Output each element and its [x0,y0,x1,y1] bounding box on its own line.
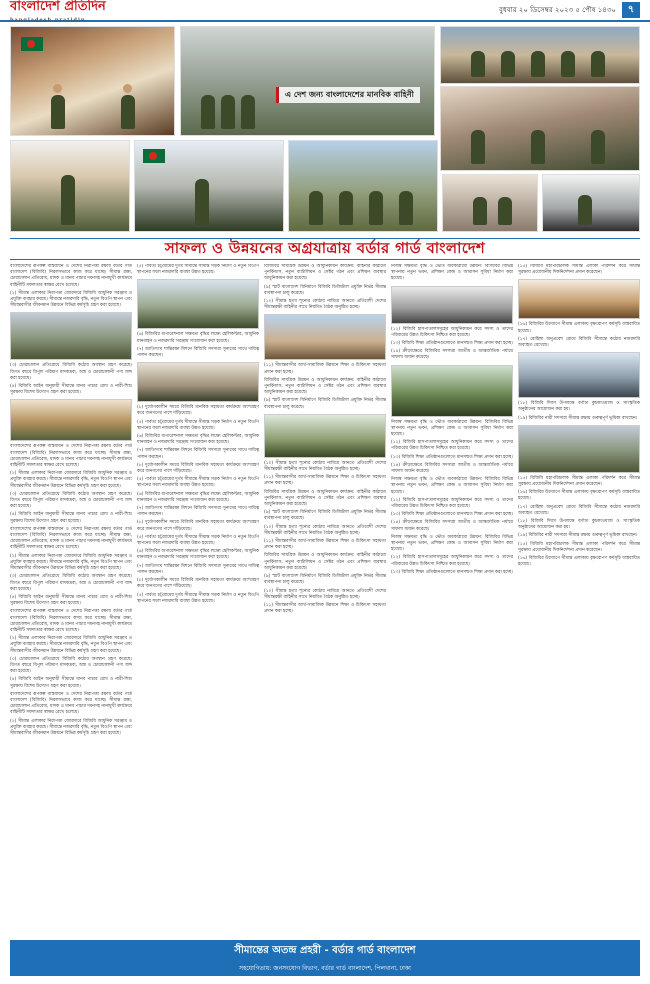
column-paragraph: (৭) জাতিসংঘ শান্তিরক্ষা মিশনে বিজিবি সদস্যরা সুনামের সাথে দায়িত্ব পালন করছেন। [137,448,259,460]
column-paragraph: (১৩) বিজিবি শিক্ষা প্রতিষ্ঠানগুলোতে মানসম্মত শিক্ষা প্রদান করা হচ্ছে। [391,341,513,347]
article-photo [391,286,513,324]
column-paragraph: (৫) পার্বত্য চট্টগ্রামের দুর্গম সীমান্তে সীমান্ত সড়ক নির্মাণ ও নতুন বিওপি স্থাপনের ফলে নজরদারি ব্যবস্থা উন্নত হয়েছে। [137,592,259,604]
issue-date: বুধবার ২০ ডিসেম্বর ২০২৩ ৫ পৌষ ১৪৩০ [498,6,616,14]
article-photo [518,352,640,398]
column-paragraph: (১০) সীমান্ত হত্যা শূন্যের কোঠায় নামিয়ে আনতে প্রতিবেশী দেশের সীমান্তরক্ষী বাহিনীর সাথে নিয়মিত বৈঠক অনুষ্ঠিত হচ্ছে। [264,299,386,311]
column-paragraph: (১১) সীমান্তবাসীর আর্থ-সামাজিক উন্নয়নে শিক্ষা ও চিকিৎসা সহায়তা প্রদান করা হচ্ছে। [264,602,386,615]
main-headline: সাফল্য ও উন্নয়নের অগ্রযাত্রায় বর্ডার গার্ড বাংলাদেশ [164,238,486,257]
column-paragraph: (১৪) ক্রীড়াক্ষেত্রে বিজিবির সদস্যরা জাতীয় ও আন্তর্জাতিক পর্যায়ে সাফল্য অর্জন করেছে। [391,349,513,361]
column-paragraph: (৯) স্মার্ট বাংলাদেশ বিনির্মাণে বিজিবি ডিজিটাল প্রযুক্তি নির্ভর সীমান্ত ব্যবস্থাপনা চালু করেছে। [264,398,386,410]
column-paragraph: (৮) দুর্যোগকালীন সময়ে বিজিবি মানবিক সহায়তা কার্যক্রমে অংশগ্রহণ করে জনগণের পাশে দাঁড়িয়েছে। [137,462,259,475]
photo-officials [440,86,640,171]
article-photo [137,362,259,402]
column-paragraph: (১৯) বিজিবির নারী সদস্যরা সীমান্ত রক্ষায় গুরুত্বপূর্ণ ভূমিকা রাখছেন। [518,415,638,421]
photo-salute [134,140,284,232]
photo-ceremony [180,26,435,136]
article-columns [10,264,640,936]
column-paragraph: (১৬) বিজিবির উদ্যোগে সীমান্ত এলাকায় বৃক্ষরোপণ কর্মসূচি বাস্তবায়িত হয়েছে। [518,322,640,334]
column-paragraph: (৬) বিজিবির অপারেশনাল সক্ষমতা বৃদ্ধির লক্ষ্যে হেলিকপ্টার, আধুনিক যানবাহন ও নজরদারি সরঞ্জাম সংযোজন করা হয়েছে। [137,332,259,344]
column-paragraph: (৫) পার্বত্য চট্টগ্রামের দুর্গম সীমান্তে সীমান্ত সড়ক নির্মাণ ও নতুন বিওপি স্থাপনের ফলে নজরদারি ব্যবস্থা উন্নত হয়েছে। [137,534,259,547]
column-paragraph: (৩) চোরাচালান প্রতিরোধে বিজিবি কঠোর অবস্থান গ্রহণ করেছে। বিগত বছরে বিপুল পরিমাণ মাদকদ্রব্য, অস্ত্র ও চোরাচালানী পণ্য জব্দ করা হয়েছে। [10,363,132,381]
flag-icon [21,37,43,51]
article-photo [10,399,132,441]
column-paragraph: (১১) সীমান্তবাসীর আর্থ-সামাজিক উন্নয়নে শিক্ষা ও চিকিৎসা সহায়তা প্রদান করা হচ্ছে। [264,363,386,375]
column-paragraph: বিজিবির সামগ্রিক উন্নয়ন ও আধুনিকায়ন কার্যক্রম: বাহিনীর কাঠামো পুনর্বিন্যাস, নতুন ব্যাটালিয়ন ও সেক্টর গঠন এবং প্রশিক্ষণ ব্যবস্থার আধুনিকায়ন করা হয়েছে। [264,377,386,396]
column-paragraph: (৭) জাতিসংঘ শান্তিরক্ষা মিশনে বিজিবি সদস্যরা সুনামের সাথে দায়িত্ব পালন করছেন। [137,346,259,359]
column-paragraph: নিজস্ব সক্ষমতা বৃদ্ধি ও ভৌত অবকাঠামো উন্নয়ন: বিজিবির বিভিন্ন স্থাপনায় নতুন ভবন, প্রশিক্ষণ কেন্দ্র ও আবাসন সুবিধা নির্মাণ করা হয়েছে। [391,477,513,495]
column-paragraph: (১৪) ক্রীড়াক্ষেত্রে বিজিবির সদস্যরা জাতীয় ও আন্তর্জাতিক পর্যায়ে সাফল্য অর্জন করেছে। [391,520,513,532]
column-paragraph: (৪) বিজিবি আইন অনুযায়ী সীমান্তে মানব পাচার রোধ ও নারী-শিশু সুরক্ষায় বিশেষ উদ্যোগ গ্রহণ করা হয়েছে। [10,384,132,396]
column-paragraph: (৭) জাতিসংঘ শান্তিরক্ষা মিশনে বিজিবি সদস্যরা সুনামের সাথে দায়িত্ব পালন করছেন। [137,506,259,518]
column-5 [518,264,640,936]
column-paragraph: (১৭) রোহিঙ্গা অনুপ্রবেশ রোধে বিজিবি সীমান্তে কঠোর নজরদারি অব্যাহত রেখেছে। [518,336,640,349]
column-paragraph: (৫) পার্বত্য চট্টগ্রামের দুর্গম সীমান্তে সীমান্ত সড়ক নির্মাণ ও নতুন বিওপি স্থাপনের ফলে নজরদারি ব্যবস্থা উন্নত হয়েছে। [137,419,259,431]
column-paragraph: (২) সীমান্ত এলাকার নিরাপত্তা জোরদারে বিজিবি আধুনিক সরঞ্জাম ও প্রযুক্তি ব্যবহার করছে। সীমান্তে নজরদারি বৃদ্ধি, নতুন বিওপি স্থাপন এবং সীমান্তবাসীর জীবনমান উন্নয়নে বিভিন্ন কর্মসূচি গ্রহণ করা হয়েছে। [10,471,132,489]
column-paragraph: (৯) স্মার্ট বাংলাদেশ বিনির্মাণে বিজিবি ডিজিটাল প্রযুক্তি নির্ভর সীমান্ত ব্যবস্থাপনা চালু করেছে। [264,510,386,522]
main-headline-bar [10,238,640,260]
column-paragraph: (৬) বিজিবির অপারেশনাল সক্ষমতা বৃদ্ধির লক্ষ্যে হেলিকপ্টার, আধুনিক যানবাহন ও নজরদারি সরঞ্জাম সংযোজন করা হয়েছে। [137,549,259,561]
column-paragraph: (৩) চোরাচালান প্রতিরোধে বিজিবি কঠোর অবস্থান গ্রহণ করেছে। বিগত বছরে বিপুল পরিমাণ মাদকদ্রব্য, অস্ত্র ও চোরাচালানী পণ্য জব্দ করা হয়েছে। [10,656,132,675]
article-photo [137,279,259,329]
column-paragraph: (১৪) ক্রীড়াক্ষেত্রে বিজিবির সদস্যরা জাতীয় ও আন্তর্জাতিক পর্যায়ে সাফল্য অর্জন করেছে। [391,462,513,475]
footer-credits: সহযোগিতায়: জনসংযোগ বিভাগ, বর্ডার গার্ড বাংলাদেশ, পিলখানা, ঢাকা [239,964,411,972]
column-paragraph: (৮) দুর্যোগকালীন সময়ে বিজিবি মানবিক সহায়তা কার্যক্রমে অংশগ্রহণ করে জনগণের পাশে দাঁড়িয়েছে। [137,520,259,532]
column-paragraph: (১৬) বিজিবির উদ্যোগে সীমান্ত এলাকায় বৃক্ষরোপণ কর্মসূচি বাস্তবায়িত হয়েছে। [518,556,640,568]
column-paragraph: বাংলাদেশের রূপকল্প বাস্তবায়ন ও দেশের নিরাপত্তা রক্ষায় বর্ডার গার্ড বাংলাদেশ (বিজিবি) নিরলসভাবে কাজ করে যাচ্ছে। সীমান্ত রক্ষা, চোরাচালান প্রতিরোধ, মাদক ও মানব পাচার দমনসহ নানামুখী কার্যক্রমে বাহিনীটি সফলতার স্বাক্ষর রেখে চলেছে। [10,444,132,469]
article-photo [518,279,640,319]
article-photo [264,314,386,360]
column-paragraph: (২) সীমান্ত এলাকার নিরাপত্তা জোরদারে বিজিবি আধুনিক সরঞ্জাম ও প্রযুক্তি ব্যবহার করছে। সীমান্তে নজরদারি বৃদ্ধি, নতুন বিওপি স্থাপন এবং সীমান্তবাসীর জীবনমান উন্নয়নে বিভিন্ন কর্মসূচি গ্রহণ করা হয়েছে। [10,636,132,654]
column-paragraph: (৩) চোরাচালান প্রতিরোধে বিজিবি কঠোর অবস্থান গ্রহণ করেছে। বিগত বছরে বিপুল পরিমাণ মাদকদ্রব্য, অস্ত্র ও চোরাচালানী পণ্য জব্দ করা হয়েছে। [10,491,132,510]
footer-banner [10,940,640,976]
column-paragraph: (১০) সীমান্ত হত্যা শূন্যের কোঠায় নামিয়ে আনতে প্রতিবেশী দেশের সীমান্তরক্ষী বাহিনীর সাথে নিয়মিত বৈঠক অনুষ্ঠিত হচ্ছে। [264,460,386,473]
column-paragraph: (১৭) রোহিঙ্গা অনুপ্রবেশ রোধে বিজিবি সীমান্তে কঠোর নজরদারি অব্যাহত রেখেছে। [518,504,640,516]
column-paragraph: বাংলাদেশের রূপকল্প বাস্তবায়ন ও দেশের নিরাপত্তা রক্ষায় বর্ডার গার্ড বাংলাদেশ (বিজিবি) নিরলসভাবে কাজ করে যাচ্ছে। সীমান্ত রক্ষা, চোরাচালান প্রতিরোধ, মাদক ও মানব পাচার দমনসহ নানামুখী কার্যক্রমে বাহিনীটি সফলতার স্বাক্ষর রেখে চলেছে। [10,526,132,551]
page-number: ৭ [622,2,640,18]
column-paragraph: (১৩) বিজিবি শিক্ষা প্রতিষ্ঠানগুলোতে মানসম্মত শিক্ষা প্রদান করা হচ্ছে। [391,454,513,460]
column-paragraph: (১৩) বিজিবি শিক্ষা প্রতিষ্ঠানগুলোতে মানসম্মত শিক্ষা প্রদান করা হচ্ছে। [391,512,513,518]
column-paragraph: (১৮) বিজিবি দিবস উপলক্ষে বর্ণাঢ্য কুচকাওয়াজ ও সাংস্কৃতিক অনুষ্ঠানের আয়োজন করা হয়। [518,519,640,531]
column-paragraph: (৪) বিজিবি আইন অনুযায়ী সীমান্তে মানব পাচার রোধ ও নারী-শিশু সুরক্ষায় বিশেষ উদ্যোগ গ্রহণ করা হয়েছে। [10,512,132,524]
column-paragraph: (১১) সীমান্তবাসীর আর্থ-সামাজিক উন্নয়নে শিক্ষা ও চিকিৎসা সহায়তা প্রদান করা হচ্ছে। [264,475,386,487]
column-3 [264,264,386,936]
column-paragraph: (১১) সীমান্তবাসীর আর্থ-সামাজিক উন্নয়নে শিক্ষা ও চিকিৎসা সহায়তা প্রদান করা হচ্ছে। [264,539,386,551]
column-paragraph: (১৫) বিজিবি মহাপরিচালক সীমান্ত এলাকা পরিদর্শন করে সীমান্ত সুরক্ষায় প্রয়োজনীয় দিকনির্দেশনা প্রদান করেছেন। [518,264,640,276]
column-paragraph: (৮) দুর্যোগকালীন সময়ে বিজিবি মানবিক সহায়তা কার্যক্রমে অংশগ্রহণ করে জনগণের পাশে দাঁড়িয়েছে। [137,578,259,590]
column-paragraph: (৬) বিজিবির অপারেশনাল সক্ষমতা বৃদ্ধির লক্ষ্যে হেলিকপ্টার, আধুনিক যানবাহন ও নজরদারি সরঞ্জাম সংযোজন করা হয়েছে। [137,491,259,503]
collage-caption: এ দেশ জন্য বাংলাদেশের মানবিক বাহিনী [276,87,420,103]
column-paragraph: (১৫) বিজিবি মহাপরিচালক সীমান্ত এলাকা পরিদর্শন করে সীমান্ত সুরক্ষায় প্রয়োজনীয় দিকনির্দেশনা প্রদান করেছেন। [518,541,640,553]
column-paragraph: (১৮) বিজিবি দিবস উপলক্ষে বর্ণাঢ্য কুচকাওয়াজ ও সাংস্কৃতিক অনুষ্ঠানের আয়োজন করা হয়। [518,401,640,413]
column-paragraph: (১৫) বিজিবি মহাপরিচালক সীমান্ত এলাকা পরিদর্শন করে সীমান্ত সুরক্ষায় প্রয়োজনীয় দিকনির্দেশনা প্রদান করেছেন। [518,475,640,488]
column-paragraph: (১২) বিজিবি হাসপাতালসমূহের আধুনিকায়ন করে সদস্য ও তাদের পরিবারের উন্নত চিকিৎসা নিশ্চিত করা হয়েছে। [391,440,513,452]
column-paragraph: (১৯) বিজিবির নারী সদস্যরা সীমান্ত রক্ষায় গুরুত্বপূর্ণ ভূমিকা রাখছেন। [518,533,638,539]
column-paragraph: (২) সীমান্ত এলাকার নিরাপত্তা জোরদারে বিজিবি আধুনিক সরঞ্জাম ও প্রযুক্তি ব্যবহার করছে। সীমান্তে নজরদারি বৃদ্ধি, নতুন বিওপি স্থাপন এবং সীমান্তবাসীর জীবনমান উন্নয়নে বিভিন্ন কর্মসূচি গ্রহণ করা হয়েছে। [10,290,132,309]
column-paragraph: বিজিবির সামগ্রিক উন্নয়ন ও আধুনিকায়ন কার্যক্রম: বাহিনীর কাঠামো পুনর্বিন্যাস, নতুন ব্যাটালিয়ন ও সেক্টর গঠন এবং প্রশিক্ষণ ব্যবস্থার আধুনিকায়ন করা হয়েছে। [264,553,386,571]
column-paragraph: (১৬) বিজিবির উদ্যোগে সীমান্ত এলাকায় বৃক্ষরোপণ কর্মসূচি বাস্তবায়িত হয়েছে। [518,490,640,502]
article-photo [391,365,513,417]
article-photo [10,312,132,360]
footer-title: সীমান্তের অতন্দ্র প্রহরী - বর্ডার গার্ড বাংলাদেশ [234,944,416,956]
column-paragraph: (৫) পার্বত্য চট্টগ্রামের দুর্গম সীমান্তে সীমান্ত সড়ক নির্মাণ ও নতুন বিওপি স্থাপনের ফলে নজরদারি ব্যবস্থা উন্নত হয়েছে। [137,264,259,276]
column-paragraph: (১২) বিজিবি হাসপাতালসমূহের আধুনিকায়ন করে সদস্য ও তাদের পরিবারের উন্নত চিকিৎসা নিশ্চিত করা হয়েছে। [391,326,513,338]
photo-troops [288,140,438,232]
column-paragraph: (১০) সীমান্ত হত্যা শূন্যের কোঠায় নামিয়ে আনতে প্রতিবেশী দেশের সীমান্তরক্ষী বাহিনীর সাথে নিয়মিত বৈঠক অনুষ্ঠিত হচ্ছে। [264,588,386,600]
column-paragraph: (৭) জাতিসংঘ শান্তিরক্ষা মিশনে বিজিবি সদস্যরা সুনামের সাথে দায়িত্ব পালন করছেন। [137,563,259,575]
column-paragraph: (৪) বিজিবি আইন অনুযায়ী সীমান্তে মানব পাচার রোধ ও নারী-শিশু সুরক্ষায় বিশেষ উদ্যোগ গ্রহণ করা হয়েছে। [10,594,132,607]
photo-handshake [442,174,538,232]
column-paragraph: (১০) সীমান্ত হত্যা শূন্যের কোঠায় নামিয়ে আনতে প্রতিবেশী দেশের সীমান্তরক্ষী বাহিনীর সাথে নিয়মিত বৈঠক অনুষ্ঠিত হচ্ছে। [264,524,386,536]
column-paragraph: বিজিবির সামগ্রিক উন্নয়ন ও আধুনিকায়ন কার্যক্রম: বাহিনীর কাঠামো পুনর্বিন্যাস, নতুন ব্যাটালিয়ন ও সেক্টর গঠন এবং প্রশিক্ষণ ব্যবস্থার আধুনিকায়ন করা হয়েছে। [264,489,386,508]
column-1 [10,264,132,936]
column-paragraph: (১২) বিজিবি হাসপাতালসমূহের আধুনিকায়ন করে সদস্য ও তাদের পরিবারের উন্নত চিকিৎসা নিশ্চিত করা হয়েছে। [391,497,513,510]
photo-meeting [10,26,175,136]
column-paragraph: (৩) চোরাচালান প্রতিরোধে বিজিবি কঠোর অবস্থান গ্রহণ করেছে। বিগত বছরে বিপুল পরিমাণ মাদকদ্রব্য, অস্ত্র ও চোরাচালানী পণ্য জব্দ করা হয়েছে। [10,574,132,592]
column-paragraph: (১৩) বিজিবি শিক্ষা প্রতিষ্ঠানগুলোতে মানসম্মত শিক্ষা প্রদান করা হচ্ছে। [391,569,513,575]
article-photo [264,414,386,458]
column-paragraph: নিজস্ব সক্ষমতা বৃদ্ধি ও ভৌত অবকাঠামো উন্নয়ন: বিজিবির বিভিন্ন স্থাপনায় নতুন ভবন, প্রশিক্ষণ কেন্দ্র ও আবাসন সুবিধা নির্মাণ করা হয়েছে। [391,534,513,553]
article-photo [518,425,640,473]
column-paragraph: নিজস্ব সক্ষমতা বৃদ্ধি ও ভৌত অবকাঠামো উন্নয়ন: বিজিবির বিভিন্ন স্থাপনায় নতুন ভবন, প্রশিক্ষণ কেন্দ্র ও আবাসন সুবিধা নির্মাণ করা হয়েছে। [391,419,513,438]
column-paragraph: (৯) স্মার্ট বাংলাদেশ বিনির্মাণে বিজিবি ডিজিটাল প্রযুক্তি নির্ভর সীমান্ত ব্যবস্থাপনা চালু করেছে। [264,574,386,586]
column-paragraph: বাংলাদেশের রূপকল্প বাস্তবায়ন ও দেশের নিরাপত্তা রক্ষায় বর্ডার গার্ড বাংলাদেশ (বিজিবি) নিরলসভাবে কাজ করে যাচ্ছে। সীমান্ত রক্ষা, চোরাচালান প্রতিরোধ, মাদক ও মানব পাচার দমনসহ নানামুখী কার্যক্রমে বাহিনীটি সফলতার স্বাক্ষর রেখে চলেছে। [10,264,132,288]
photo-parade [440,26,640,84]
column-4 [391,264,513,936]
photo-guard [10,140,130,232]
column-2 [137,264,259,936]
column-paragraph: নিজস্ব সক্ষমতা বৃদ্ধি ও ভৌত অবকাঠামো উন্নয়ন: বিজিবির বিভিন্ন স্থাপনায় নতুন ভবন, প্রশিক্ষণ কেন্দ্র ও আবাসন সুবিধা নির্মাণ করা হয়েছে। [391,264,513,282]
column-paragraph: (৮) দুর্যোগকালীন সময়ে বিজিবি মানবিক সহায়তা কার্যক্রমে অংশগ্রহণ করে জনগণের পাশে দাঁড়িয়েছে। [137,405,259,417]
photo-collage [10,26,640,236]
column-paragraph: (১২) বিজিবি হাসপাতালসমূহের আধুনিকায়ন করে সদস্য ও তাদের পরিবারের উন্নত চিকিৎসা নিশ্চিত করা হয়েছে। [391,555,513,567]
column-paragraph: (২) সীমান্ত এলাকার নিরাপত্তা জোরদারে বিজিবি আধুনিক সরঞ্জাম ও প্রযুক্তি ব্যবহার করছে। সীমান্তে নজরদারি বৃদ্ধি, নতুন বিওপি স্থাপন এবং সীমান্তবাসীর জীবনমান উন্নয়নে বিভিন্ন কর্মসূচি গ্রহণ করা হয়েছে। [10,718,132,736]
column-paragraph: বাংলাদেশের রূপকল্প বাস্তবায়ন ও দেশের নিরাপত্তা রক্ষায় বর্ডার গার্ড বাংলাদেশ (বিজিবি) নিরলসভাবে কাজ করে যাচ্ছে। সীমান্ত রক্ষা, চোরাচালান প্রতিরোধ, মাদক ও মানব পাচার দমনসহ নানামুখী কার্যক্রমে বাহিনীটি সফলতার স্বাক্ষর রেখে চলেছে। [10,691,132,716]
masthead [0,0,650,22]
column-paragraph: (৪) বিজিবি আইন অনুযায়ী সীমান্তে মানব পাচার রোধ ও নারী-শিশু সুরক্ষায় বিশেষ উদ্যোগ গ্রহণ করা হয়েছে। [10,677,132,689]
newspaper-logo[interactable]: বাংলাদেশ প্রতিদিন bangladesh pratidin [10,0,106,23]
column-paragraph: (৬) বিজিবির অপারেশনাল সক্ষমতা বৃদ্ধির লক্ষ্যে হেলিকপ্টার, আধুনিক যানবাহন ও নজরদারি সরঞ্জাম সংযোজন করা হয়েছে। [137,434,259,446]
column-paragraph: বিজিবির সামগ্রিক উন্নয়ন ও আধুনিকায়ন কার্যক্রম: বাহিনীর কাঠামো পুনর্বিন্যাস, নতুন ব্যাটালিয়ন ও সেক্টর গঠন এবং প্রশিক্ষণ ব্যবস্থার আধুনিকায়ন করা হয়েছে। [264,264,386,282]
column-paragraph: (৯) স্মার্ট বাংলাদেশ বিনির্মাণে বিজিবি ডিজিটাল প্রযুক্তি নির্ভর সীমান্ত ব্যবস্থাপনা চালু করেছে। [264,284,386,296]
column-paragraph: (২) সীমান্ত এলাকার নিরাপত্তা জোরদারে বিজিবি আধুনিক সরঞ্জাম ও প্রযুক্তি ব্যবহার করছে। সীমান্তে নজরদারি বৃদ্ধি, নতুন বিওপি স্থাপন এবং সীমান্তবাসীর জীবনমান উন্নয়নে বিভিন্ন কর্মসূচি গ্রহণ করা হয়েছে। [10,553,132,572]
column-paragraph: বাংলাদেশের রূপকল্প বাস্তবায়ন ও দেশের নিরাপত্তা রক্ষায় বর্ডার গার্ড বাংলাদেশ (বিজিবি) নিরলসভাবে কাজ করে যাচ্ছে। সীমান্ত রক্ষা, চোরাচালান প্রতিরোধ, মাদক ও মানব পাচার দমনসহ নানামুখী কার্যক্রমে বাহিনীটি সফলতার স্বাক্ষর রেখে চলেছে। [10,609,132,633]
photo-award [542,174,640,232]
column-paragraph: (৫) পার্বত্য চট্টগ্রামের দুর্গম সীমান্তে সীমান্ত সড়ক নির্মাণ ও নতুন বিওপি স্থাপনের ফলে নজরদারি ব্যবস্থা উন্নত হয়েছে। [137,477,259,489]
